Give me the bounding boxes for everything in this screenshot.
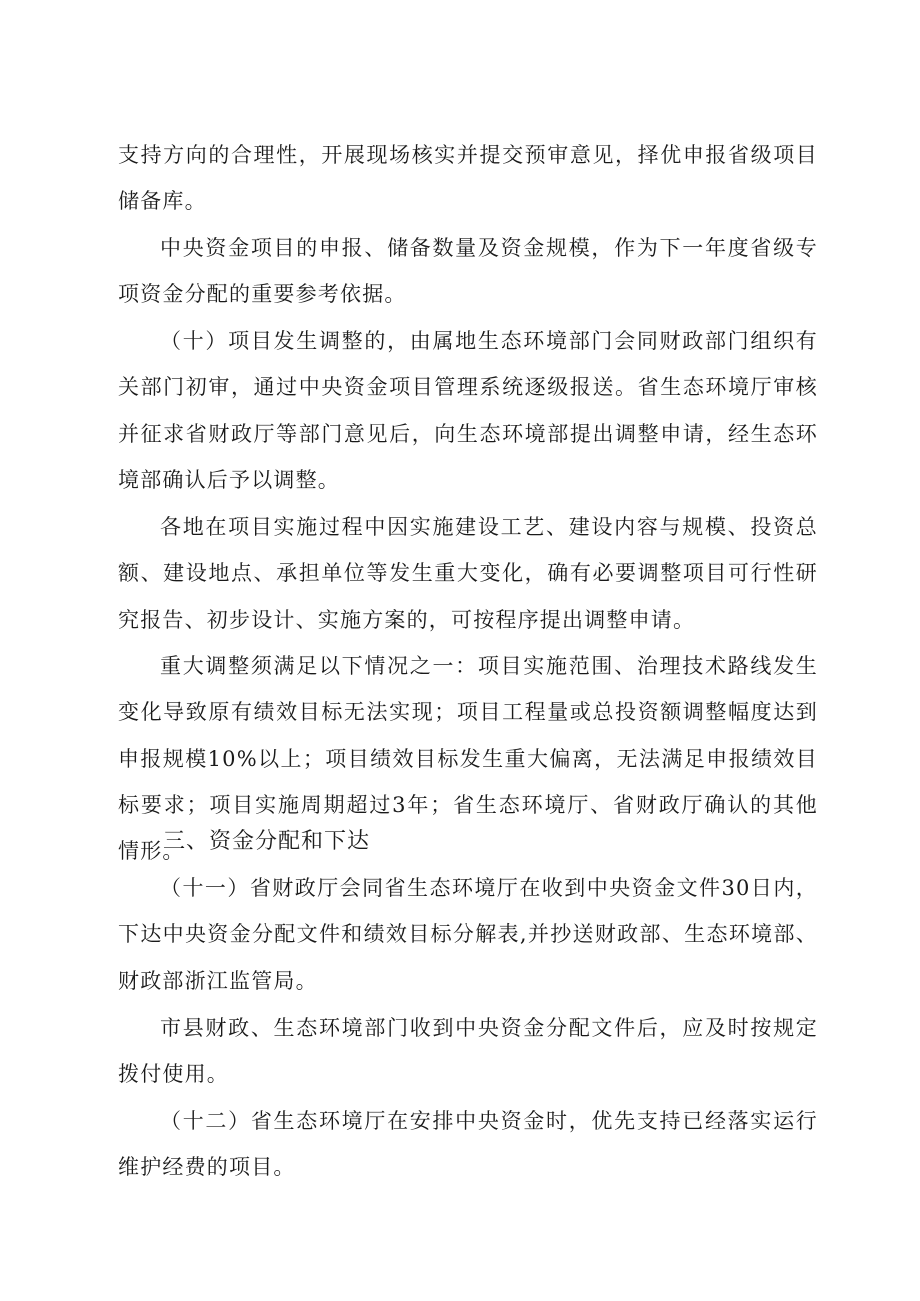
paragraph-item-ten: （十）项目发生调整的，由属地生态环境部门会同财政部门组织有关部门初审，通过中央资金项目管理系统逐级报送。省生态环境厅审核并征求省财政厅等部门意见后，向生态环境部提出调整申请，经生态环境部确认后予以调整。 — [118, 329, 818, 492]
paragraph-item-eleven: （十一）省财政厅会同省生态环境厅在收到中央资金文件30日内，下达中央资金分配文件和绩效目标分解表,并抄送财政部、生态环境部、财政部浙江监管局。 — [118, 876, 818, 993]
section-heading: 三、资金分配和下达 — [163, 829, 371, 854]
paragraph-major-adjustment: 重大调整须满足以下情况之一：项目实施范围、治理技术路线发生变化导致原有绩效目标无法实现；项目工程量或总投资额调整幅度达到申报规模10%以上；项目绩效目标发生重大偏离，无法满足申报绩效目标要求；项目实施周期超过3年；省生态环境厅、省财政厅确认的其他情形。 — [118, 654, 818, 864]
paragraph-adjustment-conditions: 各地在项目实施过程中因实施建设工艺、建设内容与规模、投资总额、建设地点、承担单位等发生重大变化，确有必要调整项目可行性研究报告、初步设计、实施方案的，可按程序提出调整申请。 — [118, 515, 818, 632]
paragraph-local-disbursement: 市县财政、生态环境部门收到中央资金分配文件后，应及时按规定拨付使用。 — [118, 1016, 818, 1087]
paragraph-funding-reference: 中央资金项目的申报、储备数量及资金规模，作为下一年度省级专项资金分配的重要参考依据。 — [118, 236, 818, 307]
paragraph-project-reserve: 支持方向的合理性，开展现场核实并提交预审意见，择优申报省级项目储备库。 — [118, 143, 818, 214]
paragraph-item-twelve: （十二）省生态环境厅在安排中央资金时，优先支持已经落实运行维护经费的项目。 — [118, 1109, 818, 1180]
